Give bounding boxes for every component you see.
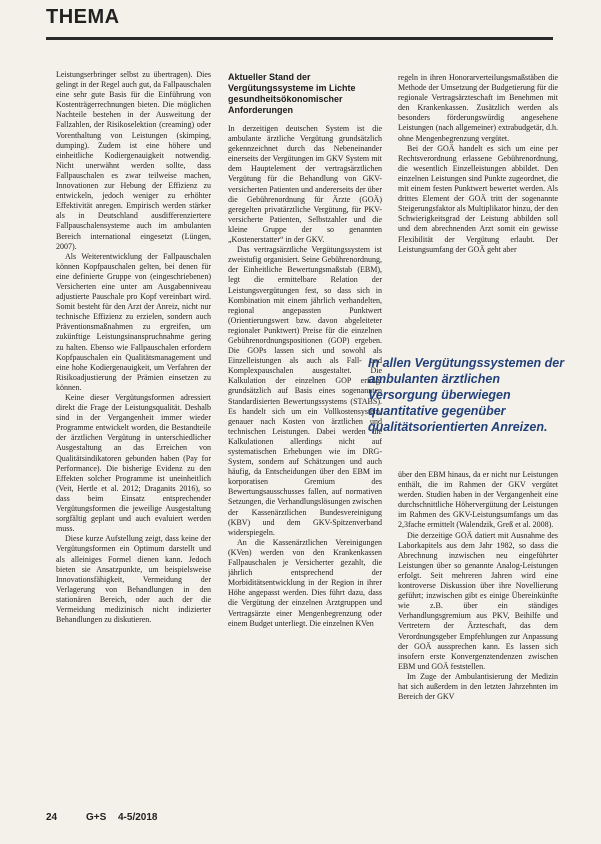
journal-name: G+S — [86, 812, 107, 823]
paragraph: Bei der GOÄ handelt es sich um eine per Rechtsverordnung erlassene Gebührenordnung, die wesentlich Einzelleistungen abbildet. Den einzelnen Leistungen sind Punkte zugeordnet, die mit einem festen Punktwert bewertet werden. Als drittes Element der GOÄ tritt der sogenannte Steigerungsfaktor als Multiplikator hinzu, der den Schwierigkeitsgrad der Leistung abbilden soll und dem abrechnenden Arzt somit ein gewisse Flexibilität der Vergütung erlaubt. Der Leistungsumfang der GOÄ geht aber — [398, 143, 558, 254]
paragraph: Das vertragsärztliche Vergütungssystem ist zweistufig organisiert. Seine Gebührenordnung, der Einheitliche Bewertungsmaßstab (EBM), legt die ermittelbare Relation der Leistungsvergütungen fest, so dass sich in Kombination mit einem jährlich verhandelten, regional angepassten Punktwert (Orientierungswert bzw. davon abgeleiteter regionaler Punktwert) Preise für die einzelnen Gebührenordnungspositionen (GOP) ergeben. Die GOPs lassen sich und sowohl als Einzelleistungen als auch als Fall- und Komplexpauschalen ausgestaltet. Die Kalkulation der einzelnen GOP erfolgt grundsätzlich auf Basis eines sogenannten Standardisierten Bewertungssystems (STABS). Es handelt sich um ein Vollkostensystem, genauer nach Kosten von ärztlichen und technischen Leistungen. Dabei werden die Kalkulationen allerdings nicht auf systematischen Erhebungen wie im DRG-System, sondern auf Schätzungen und auch häufig, da Entscheidungen über den EBM im korporatisen Gremium des Bewertungsausschusses fallen, auf normativen Setzungen, die Verhandlungslösungen zwischen der Kassenärztlichen Bundesvereinigung (KBV) und dem GKV-Spitzenverband widerspiegeln. — [228, 245, 382, 537]
paragraph: Im Zuge der Ambulantisierung der Medizin hat sich außerdem in den letzten Jahrzehnten im Bereich der GKV — [398, 671, 558, 702]
pull-quote: In allen Vergütungssystemen der ambulanten ärztlichen Versorgung überwiegen quantitative gegenüber qualitätsorientierten Anreizen. — [368, 356, 565, 434]
column-left — [56, 70, 211, 805]
paragraph: Die derzeitige GOÄ datiert mit Ausnahme des Laborkapitels aus dem Jahr 1982, so dass die Abrechnung inzwischen neu eingeführter Leistungen über so genannte Analog-Leistungen erfolgt. Seit mehreren Jahren wird eine kontroverse Diskussion über ihre Novellierung geführt; inzwischen gibt es einige Übereinkünfte wie z.B. über ein ständiges Verhandlungsgremium aus PKV, Beihilfe und Vertretern der Ärzteschaft, das dem Verordnungsgeber Empfehlungen zur Anpassung der GOÄ aussprechen kann. Es lassen sich insofern erste Konvergenztendenzen zwischen EBM und GOÄ feststellen. — [398, 530, 558, 671]
column-right-bottom — [398, 470, 558, 807]
paragraph: Keine dieser Vergütungsformen adressiert direkt die Frage der Leistungsqualität. Deshalb sind in der Vergangenheit immer wieder Programme entwickelt worden, die Bestandteile der ärztlichen Vergütung in unterschiedlicher Ausgestaltung an das Erreichen von Qualitätsindikatoren gebunden haben (Pay for Performance). Die bisherige Evidenz zu den Effekten solcher Programme ist uneinheitlich (Veit, Hertle et al. 2012; Draganits 2016), so dass beim Einsatz entsprechender Vergütungsformen die jeweilige Ausgestaltung sorgfältig geplant und auch evaluiert werden muss. — [56, 393, 211, 534]
page-number: 24 — [46, 812, 58, 823]
column-right-top — [398, 73, 558, 338]
paragraph: über den EBM hinaus, da er nicht nur Leistungen enthält, die im Rahmen der GKV vergütet werden. Studien haben in der Vergangenheit eine durchschnittliche Höhervergütung der Leistungen im Rahmen des GKV-Leistungsumfangs um das 2,3fache ermittelt (Walendzik, Greß et al. 2008). — [398, 470, 558, 530]
issue-number: 4-5/2018 — [118, 812, 158, 823]
section-title: THEMA — [46, 6, 120, 28]
column-middle — [228, 72, 382, 807]
paragraph: regeln in ihren Honorarverteilungsmaßstäben die Methode der Umsetzung der Budgetierung für die regionale Vertragsärzteschaft im Benehmen mit den Krankenkassen. Zusätzlich werden als besonders förderungswürdig angesehene Leistungen (nach allgemeiner) extrabudgetär, d.h. ohne Mengenbegrenzung vergütet. — [398, 73, 558, 143]
paragraph: Leistungserbringer selbst zu übertragen). Dies gelingt in der Regel auch gut, da Fallpauschalen eine sehr gute Basis für die Einführung von Kostenträgerrechnungen bieten. Die möglichen Nachteile bestehen in der Ausweitung der Fallzahlen, der Risikoselektion (creaming) oder Vorenthaltung von Leistungen (skimping, dumping). Zudem ist eine höhere und einheitliche Kodiergenauigkeit notwendig. Nicht unerwähnt werden sollte, dass Fallpauschalen es zwar teilweise machen, Innovationen zur Hebung der Effizienz zu entwickeln, jedoch weniger zu erhöhter Effektivität anregen. Empirisch werden stärker als in Deutschland ausdifferenziertere Fallpauschalensysteme auch im ambulanten Bereich international eingesetzt (Lüngen, 2007). — [56, 70, 211, 251]
paragraph: Diese kurze Aufstellung zeigt, dass keine der Vergütungsformen ein Optimum darstellt und als alleiniges Formel dienen kann. Jedoch bieten sie Ansatzpunkte, um beispielsweise Innovationsfähigkeit, Vermeidung der Verlagerung von Behandlungen in den stationären Bereich, oder auch der die Vermeidung medizinisch nicht indizierter Behandlungen zu diskutieren. — [56, 534, 211, 625]
header-rule — [46, 37, 553, 40]
paragraph: In derzeitigen deutschen System ist die ambulante ärztliche Vergütung grundsätzlich gekennzeichnet durch das Nebeneinander einerseits der Vergütungen im GKV System mit dem Hauptelement der vertragsärztlichen Vergütung für die Behandlung von GKV-versicherten Patienten und andererseits der über die Gebührenordnung für Ärzte (GOÄ) geregelten privatärztliche Vergütung, für PKV-versicherte Patienten, Selbstzahler und die kleine Gruppe der so genannten „Kostenerstatter“ in der GKV. — [228, 124, 382, 245]
paragraph: An die Kassenärztlichen Vereinigungen (KVen) werden von den Krankenkassen Fallpauschalen je Versicherter gezahlt, die jährlich entsprechend der Morbiditätsentwicklung in der Region in ihrer Höhe angepasst werden. Dies führt dazu, dass die Vergütung der einzelnen Arztgruppen und Vertragsärzte einer Mengenbegrenzung oder einem Budget unterliegt. Die einzelnen KVen — [228, 537, 382, 628]
paragraph: Als Weiterentwicklung der Fallpauschalen können Kopfpauschalen gelten, bei denen für eine definierte Gruppe von (eingeschriebenen) Versicherten eine unter am Ausgabenniveau adjustierte Pauschale pro Kopf vereinbart wird. Somit besteht für den Arzt der Anreiz, nicht nur technische Effizienz zu erzielen, sondern auch Präventionsmaßnahmen zu ergreifen, um zukünftige Leistungsinanspruchnahme gering zu halten. Ebenso wie Fallpauschalen erfordern Kopfpauschalen ein Qualitätsmanagement und eine hohe Kodiergenauigkeit, um Verfahren der Risikoadjustierung der Prämien einsetzen zu können. — [56, 251, 211, 392]
subheading: Aktueller Stand der Vergütungssysteme im Lichte gesundheitsökonomischer Anforderungen — [228, 72, 356, 115]
